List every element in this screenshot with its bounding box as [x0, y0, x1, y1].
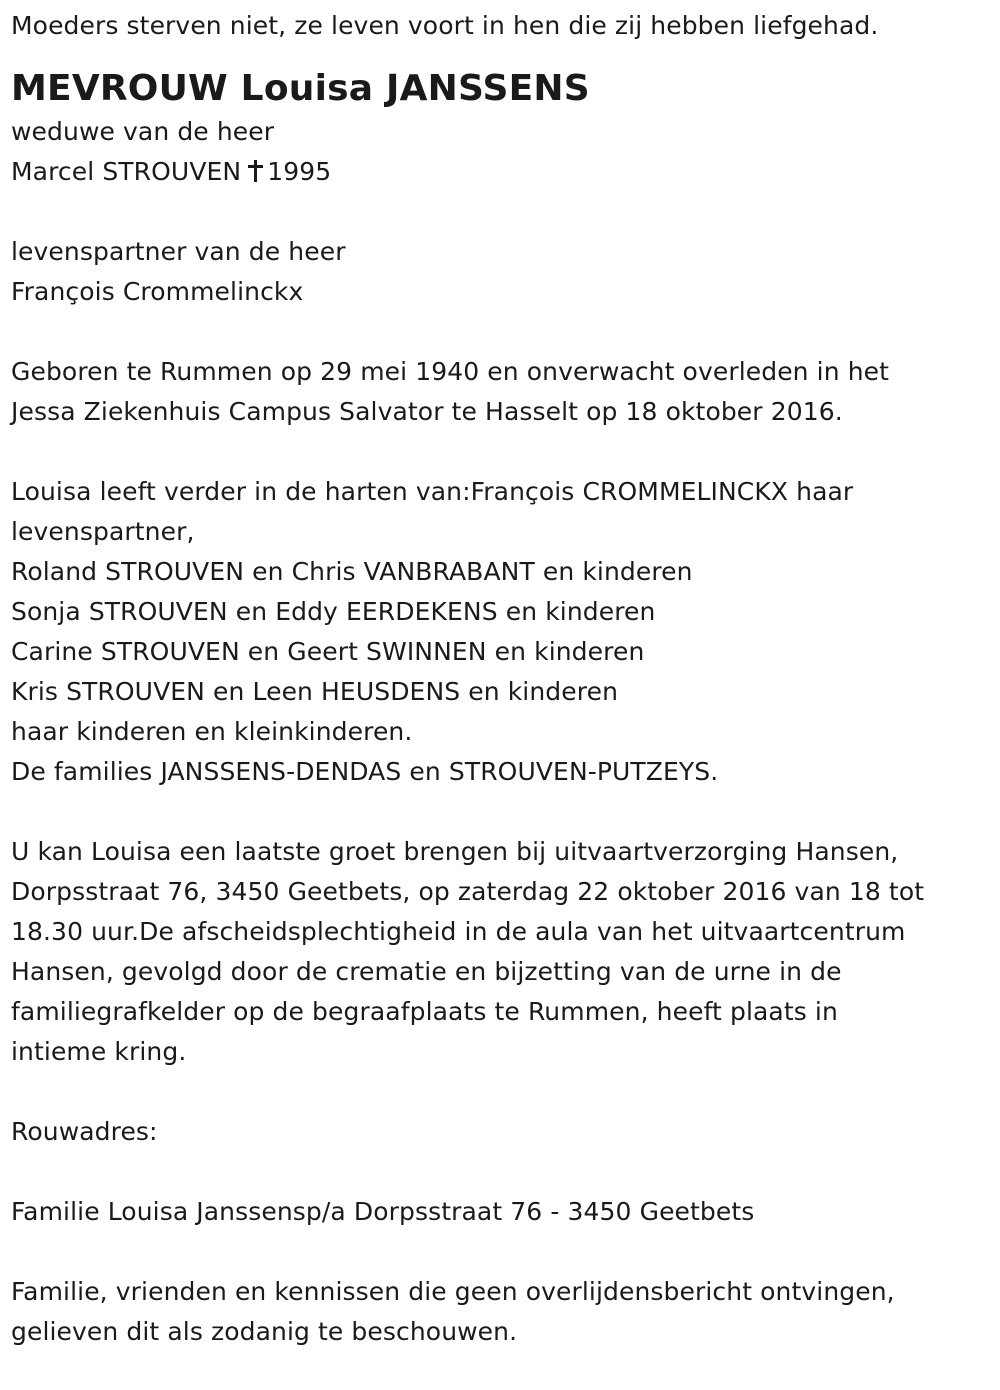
paragraph-line: gelieven dit als zodanig te beschouwen.: [11, 1317, 518, 1346]
paragraph-line: Familie, vrienden en kennissen die geen overlijdensbericht ontvingen,: [11, 1277, 895, 1306]
deceased-name: MEVROUW Louisa JANSSENS: [11, 68, 590, 109]
spacer: [11, 792, 1000, 832]
partner-intro: levenspartner van de heer: [11, 237, 346, 266]
motto: Moeders sterven niet, ze leven voort in hen die zij hebben liefgehad.: [11, 11, 879, 40]
spouse-intro: weduwe van de heer: [11, 117, 275, 146]
survivor-line: haar kinderen en kleinkinderen.: [11, 717, 413, 746]
birth-death-paragraph: [11, 352, 1000, 432]
paragraph-line: 18.30 uur.De afscheidsplechtigheid in de aula van het uitvaartcentrum: [11, 917, 906, 946]
mourning-address: Familie Louisa Janssensp/a Dorpsstraat 76 - 3450 Geetbets: [11, 1197, 755, 1226]
closing-paragraph: [11, 1272, 1000, 1352]
survivor-line: Louisa leeft verder in de harten van:François CROMMELINCKX haar: [11, 477, 854, 506]
survivor-line: Carine STROUVEN en Geert SWINNEN en kinderen: [11, 637, 645, 666]
cross-icon: [247, 160, 263, 182]
spacer: [11, 312, 1000, 352]
paragraph-line: Jessa Ziekenhuis Campus Salvator te Hasselt op 18 oktober 2016.: [11, 397, 843, 426]
survivor-line: Roland STROUVEN en Chris VANBRABANT en kinderen: [11, 557, 693, 586]
survivor-line: Kris STROUVEN en Leen HEUSDENS en kinderen: [11, 677, 619, 706]
paragraph-line: Dorpsstraat 76, 3450 Geetbets, op zaterdag 22 oktober 2016 van 18 tot: [11, 877, 925, 906]
survivors-list: [11, 472, 1000, 792]
paragraph-line: Hansen, gevolgd door de crematie en bijzetting van de urne in de: [11, 957, 842, 986]
spacer: [11, 432, 1000, 472]
spacer: [11, 1072, 1000, 1112]
survivor-line: Sonja STROUVEN en Eddy EERDEKENS en kinderen: [11, 597, 656, 626]
address-label: Rouwadres:: [11, 1117, 158, 1146]
spouse-death-year: 1995: [267, 157, 332, 186]
spacer: [11, 1152, 1000, 1192]
partner-name: François Crommelinckx: [11, 277, 304, 306]
ceremony-paragraph: [11, 832, 1000, 1072]
paragraph-line: intieme kring.: [11, 1037, 187, 1066]
paragraph-line: Geboren te Rummen op 29 mei 1940 en onverwacht overleden in het: [11, 357, 890, 386]
paragraph-line: U kan Louisa een laatste groet brengen bij uitvaartverzorging Hansen,: [11, 837, 899, 866]
survivor-line: De families JANSSENS-DENDAS en STROUVEN-PUTZEYS.: [11, 757, 719, 786]
paragraph-line: familiegrafkelder op de begraafplaats te Rummen, heeft plaats in: [11, 997, 838, 1026]
spacer: [11, 1232, 1000, 1272]
spouse-line: [11, 152, 1000, 192]
survivor-line: levenspartner,: [11, 517, 195, 546]
spacer: [11, 192, 1000, 232]
spouse-name: Marcel STROUVEN: [11, 157, 242, 186]
